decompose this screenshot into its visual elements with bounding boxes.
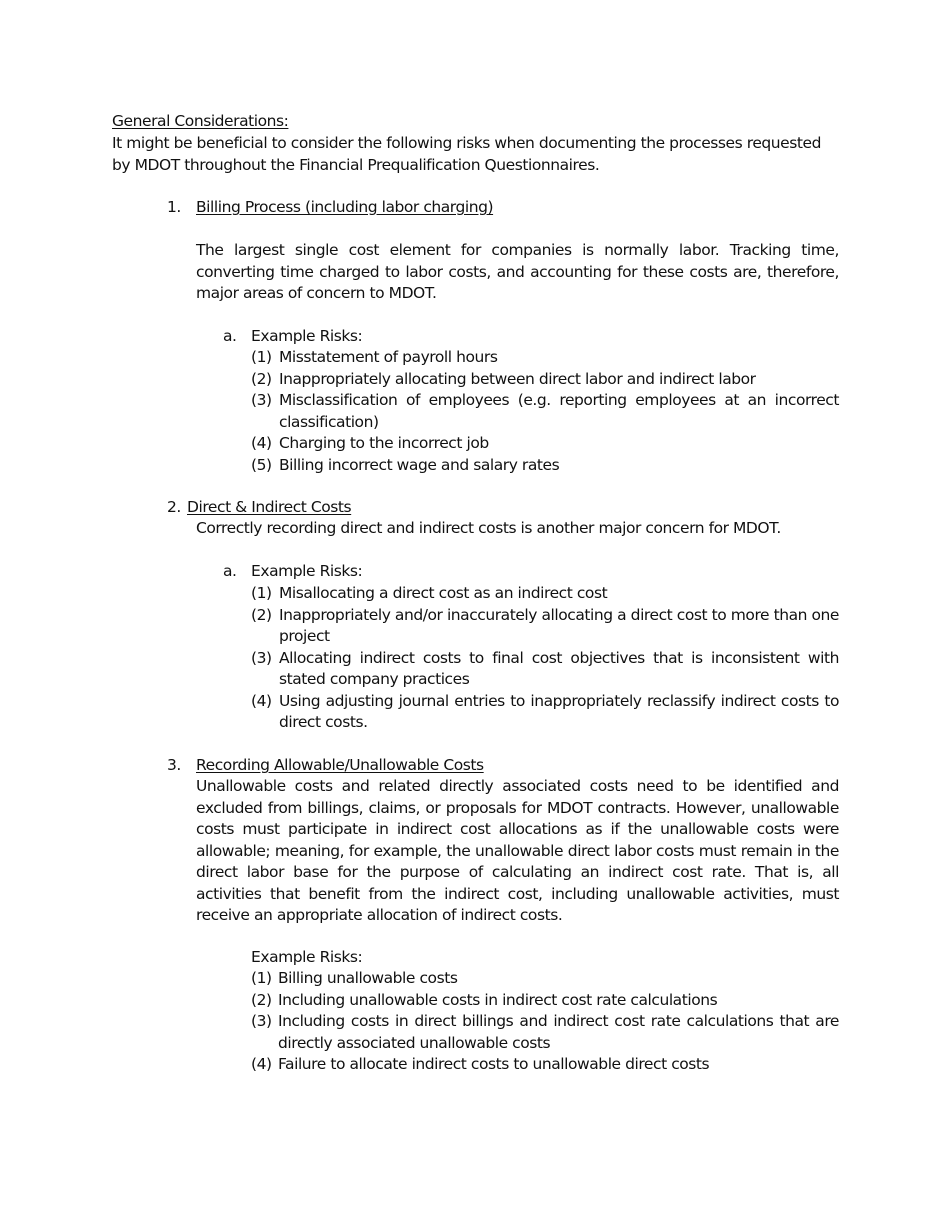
section-1-risks-letter: a. <box>223 327 237 345</box>
section-2-title: Direct & Indirect Costs <box>187 498 352 516</box>
section-2-number: 2. <box>167 498 181 516</box>
list-item: (2) Including unallowable costs in indirect cost rate calculations <box>251 990 718 1009</box>
list-item: (4) Charging to the incorrect job <box>251 434 489 452</box>
list-item: (3) Misclassification of employees (e.g. reporting employees at an incorrect classification) <box>251 391 839 431</box>
section-2-body: Correctly recording direct and indirect costs is another major concern for MDOT. <box>196 519 781 537</box>
section-2-risk-list <box>251 583 839 734</box>
list-item: (2) Inappropriately allocating between direct labor and indirect labor <box>251 369 756 388</box>
list-item: (1) Misallocating a direct cost as an indirect cost <box>251 584 608 602</box>
list-item: (4) Failure to allocate indirect costs to unallowable direct costs <box>251 1055 710 1073</box>
section-3-number: 3. <box>167 756 181 774</box>
section-2-risks-label: Example Risks: <box>251 562 363 580</box>
section-3-body: Unallowable costs and related directly associated costs need to be identified and excluded from billings, claims, or proposals for MDOT contracts. However, unallowable costs must participate in indirect cost allocations as if the unallowable costs were allowable; meaning, for example, the unallowable direct labor costs must remain in the direct labor base for the purpose of calculating an indirect cost rate. That is, all activities that benefit from the indirect cost, including unallowable activities, must receive an appropriate allocation of indirect costs. <box>196 777 839 924</box>
list-item: (3) Allocating indirect costs to final cost objectives that is inconsistent with stated company practices <box>251 648 839 688</box>
section-1-body: The largest single cost element for companies is normally labor. Tracking time, converting time charged to labor costs, and accounting for these costs are, therefore, major areas of concern to MDOT. <box>196 241 839 302</box>
section-1-risk-list <box>251 347 839 476</box>
list-item: (3) Including costs in direct billings and indirect cost rate calculations that are directly associated unallowable costs <box>251 1012 839 1052</box>
section-1-title: Billing Process (including labor charging) <box>196 198 494 216</box>
list-item: (4) Using adjusting journal entries to inappropriately reclassify indirect costs to direct costs. <box>251 691 839 731</box>
list-item: (5) Billing incorrect wage and salary rates <box>251 455 560 474</box>
section-1-risks-label: Example Risks: <box>251 327 363 345</box>
section-3-risks-label: Example Risks: <box>251 948 363 966</box>
section-2-risks-letter: a. <box>223 562 237 580</box>
section-3-risk-list <box>251 968 839 1076</box>
section-3-title: Recording Allowable/Unallowable Costs <box>196 756 484 774</box>
section-1-number: 1. <box>167 198 181 216</box>
list-item: (2) Inappropriately and/or inaccurately allocating a direct cost to more than one project <box>251 605 839 645</box>
list-item: (1) Misstatement of payroll hours <box>251 348 498 366</box>
general-intro: It might be beneficial to consider the following risks when documenting the processes requested by MDOT throughout the Financial Prequalification Questionnaires. <box>112 134 821 174</box>
general-heading: General Considerations: <box>112 112 289 130</box>
list-item: (1) Billing unallowable costs <box>251 969 458 987</box>
